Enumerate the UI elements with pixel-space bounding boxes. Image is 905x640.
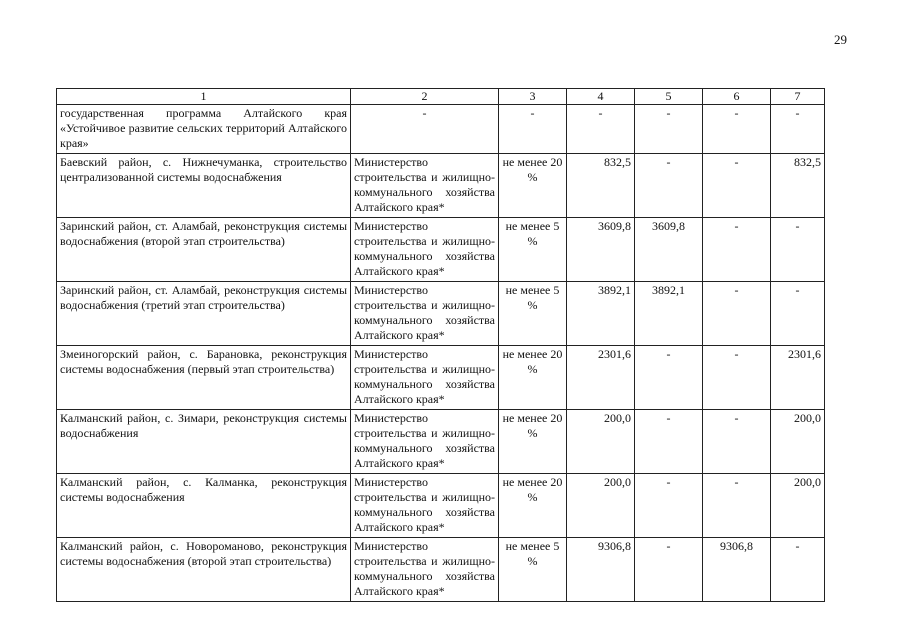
cell-name: государственная программа Алтайского края «Устойчивое развитие сельских территорий Алтайского края» — [57, 105, 351, 154]
cell-name: Заринский район, ст. Аламбай, реконструкция системы водоснабжения (третий этап строительства) — [57, 282, 351, 346]
cell-col6: - — [703, 218, 771, 282]
cell-col6: - — [703, 410, 771, 474]
cell-col5: 3609,8 — [635, 218, 703, 282]
cell-org: - — [351, 105, 499, 154]
cell-col4: 3892,1 — [567, 282, 635, 346]
cell-col6: 9306,8 — [703, 538, 771, 602]
cell-col4: - — [567, 105, 635, 154]
cell-col6: - — [703, 474, 771, 538]
table-row — [57, 154, 825, 218]
cell-col7: - — [771, 282, 825, 346]
cell-org: Министерство строительства и жилищно-коммунального хозяйства Алтайского края* — [351, 474, 499, 538]
cell-col5: - — [635, 538, 703, 602]
cell-org: Министерство строительства и жилищно-коммунального хозяйства Алтайского края* — [351, 218, 499, 282]
cell-col6: - — [703, 105, 771, 154]
cell-col4: 9306,8 — [567, 538, 635, 602]
cell-org: Министерство строительства и жилищно-коммунального хозяйства Алтайского края* — [351, 538, 499, 602]
table-row — [57, 282, 825, 346]
header-row — [57, 89, 825, 105]
header-col-5: 5 — [635, 89, 703, 105]
cell-col5: - — [635, 346, 703, 410]
header-col-7: 7 — [771, 89, 825, 105]
cell-col7: - — [771, 105, 825, 154]
cell-share: не менее 5 % — [499, 538, 567, 602]
cell-col4: 200,0 — [567, 474, 635, 538]
cell-col5: - — [635, 154, 703, 218]
cell-col5: - — [635, 474, 703, 538]
cell-col4: 832,5 — [567, 154, 635, 218]
cell-col5: - — [635, 105, 703, 154]
cell-org: Министерство строительства и жилищно-коммунального хозяйства Алтайского края* — [351, 282, 499, 346]
header-col-3: 3 — [499, 89, 567, 105]
header-col-1: 1 — [57, 89, 351, 105]
cell-col4: 3609,8 — [567, 218, 635, 282]
cell-org: Министерство строительства и жилищно-коммунального хозяйства Алтайского края* — [351, 346, 499, 410]
cell-org: Министерство строительства и жилищно-коммунального хозяйства Алтайского края* — [351, 410, 499, 474]
program-table — [56, 88, 825, 602]
cell-share: не менее 20 % — [499, 410, 567, 474]
cell-col7: 2301,6 — [771, 346, 825, 410]
cell-share: не менее 20 % — [499, 474, 567, 538]
cell-org: Министерство строительства и жилищно-коммунального хозяйства Алтайского края* — [351, 154, 499, 218]
cell-name: Калманский район, с. Новороманово, реконструкция системы водоснабжения (второй этап строительства) — [57, 538, 351, 602]
cell-col7: 200,0 — [771, 474, 825, 538]
table-row — [57, 474, 825, 538]
cell-share: не менее 20 % — [499, 154, 567, 218]
table-row — [57, 105, 825, 154]
cell-col7: - — [771, 218, 825, 282]
cell-name: Калманский район, с. Калманка, реконструкция системы водоснабжения — [57, 474, 351, 538]
cell-share: не менее 5 % — [499, 218, 567, 282]
page-number: 29 — [834, 32, 847, 47]
cell-col6: - — [703, 154, 771, 218]
cell-col5: - — [635, 410, 703, 474]
cell-col7: - — [771, 538, 825, 602]
cell-share: не менее 20 % — [499, 346, 567, 410]
cell-name: Баевский район, с. Нижнечуманка, строительство централизованной системы водоснабжения — [57, 154, 351, 218]
table-row — [57, 346, 825, 410]
cell-col7: 200,0 — [771, 410, 825, 474]
cell-name: Калманский район, с. Зимари, реконструкция системы водоснабжения — [57, 410, 351, 474]
cell-col4: 2301,6 — [567, 346, 635, 410]
cell-name: Змеиногорский район, с. Барановка, реконструкция системы водоснабжения (первый этап строительства) — [57, 346, 351, 410]
cell-col6: - — [703, 346, 771, 410]
header-col-2: 2 — [351, 89, 499, 105]
cell-col7: 832,5 — [771, 154, 825, 218]
header-col-6: 6 — [703, 89, 771, 105]
cell-share: не менее 5 % — [499, 282, 567, 346]
header-col-4: 4 — [567, 89, 635, 105]
cell-col6: - — [703, 282, 771, 346]
table-row — [57, 218, 825, 282]
cell-name: Заринский район, ст. Аламбай, реконструкция системы водоснабжения (второй этап строительства) — [57, 218, 351, 282]
cell-col4: 200,0 — [567, 410, 635, 474]
table-row — [57, 410, 825, 474]
cell-col5: 3892,1 — [635, 282, 703, 346]
table-header — [57, 89, 825, 105]
cell-share: - — [499, 105, 567, 154]
table-row — [57, 538, 825, 602]
